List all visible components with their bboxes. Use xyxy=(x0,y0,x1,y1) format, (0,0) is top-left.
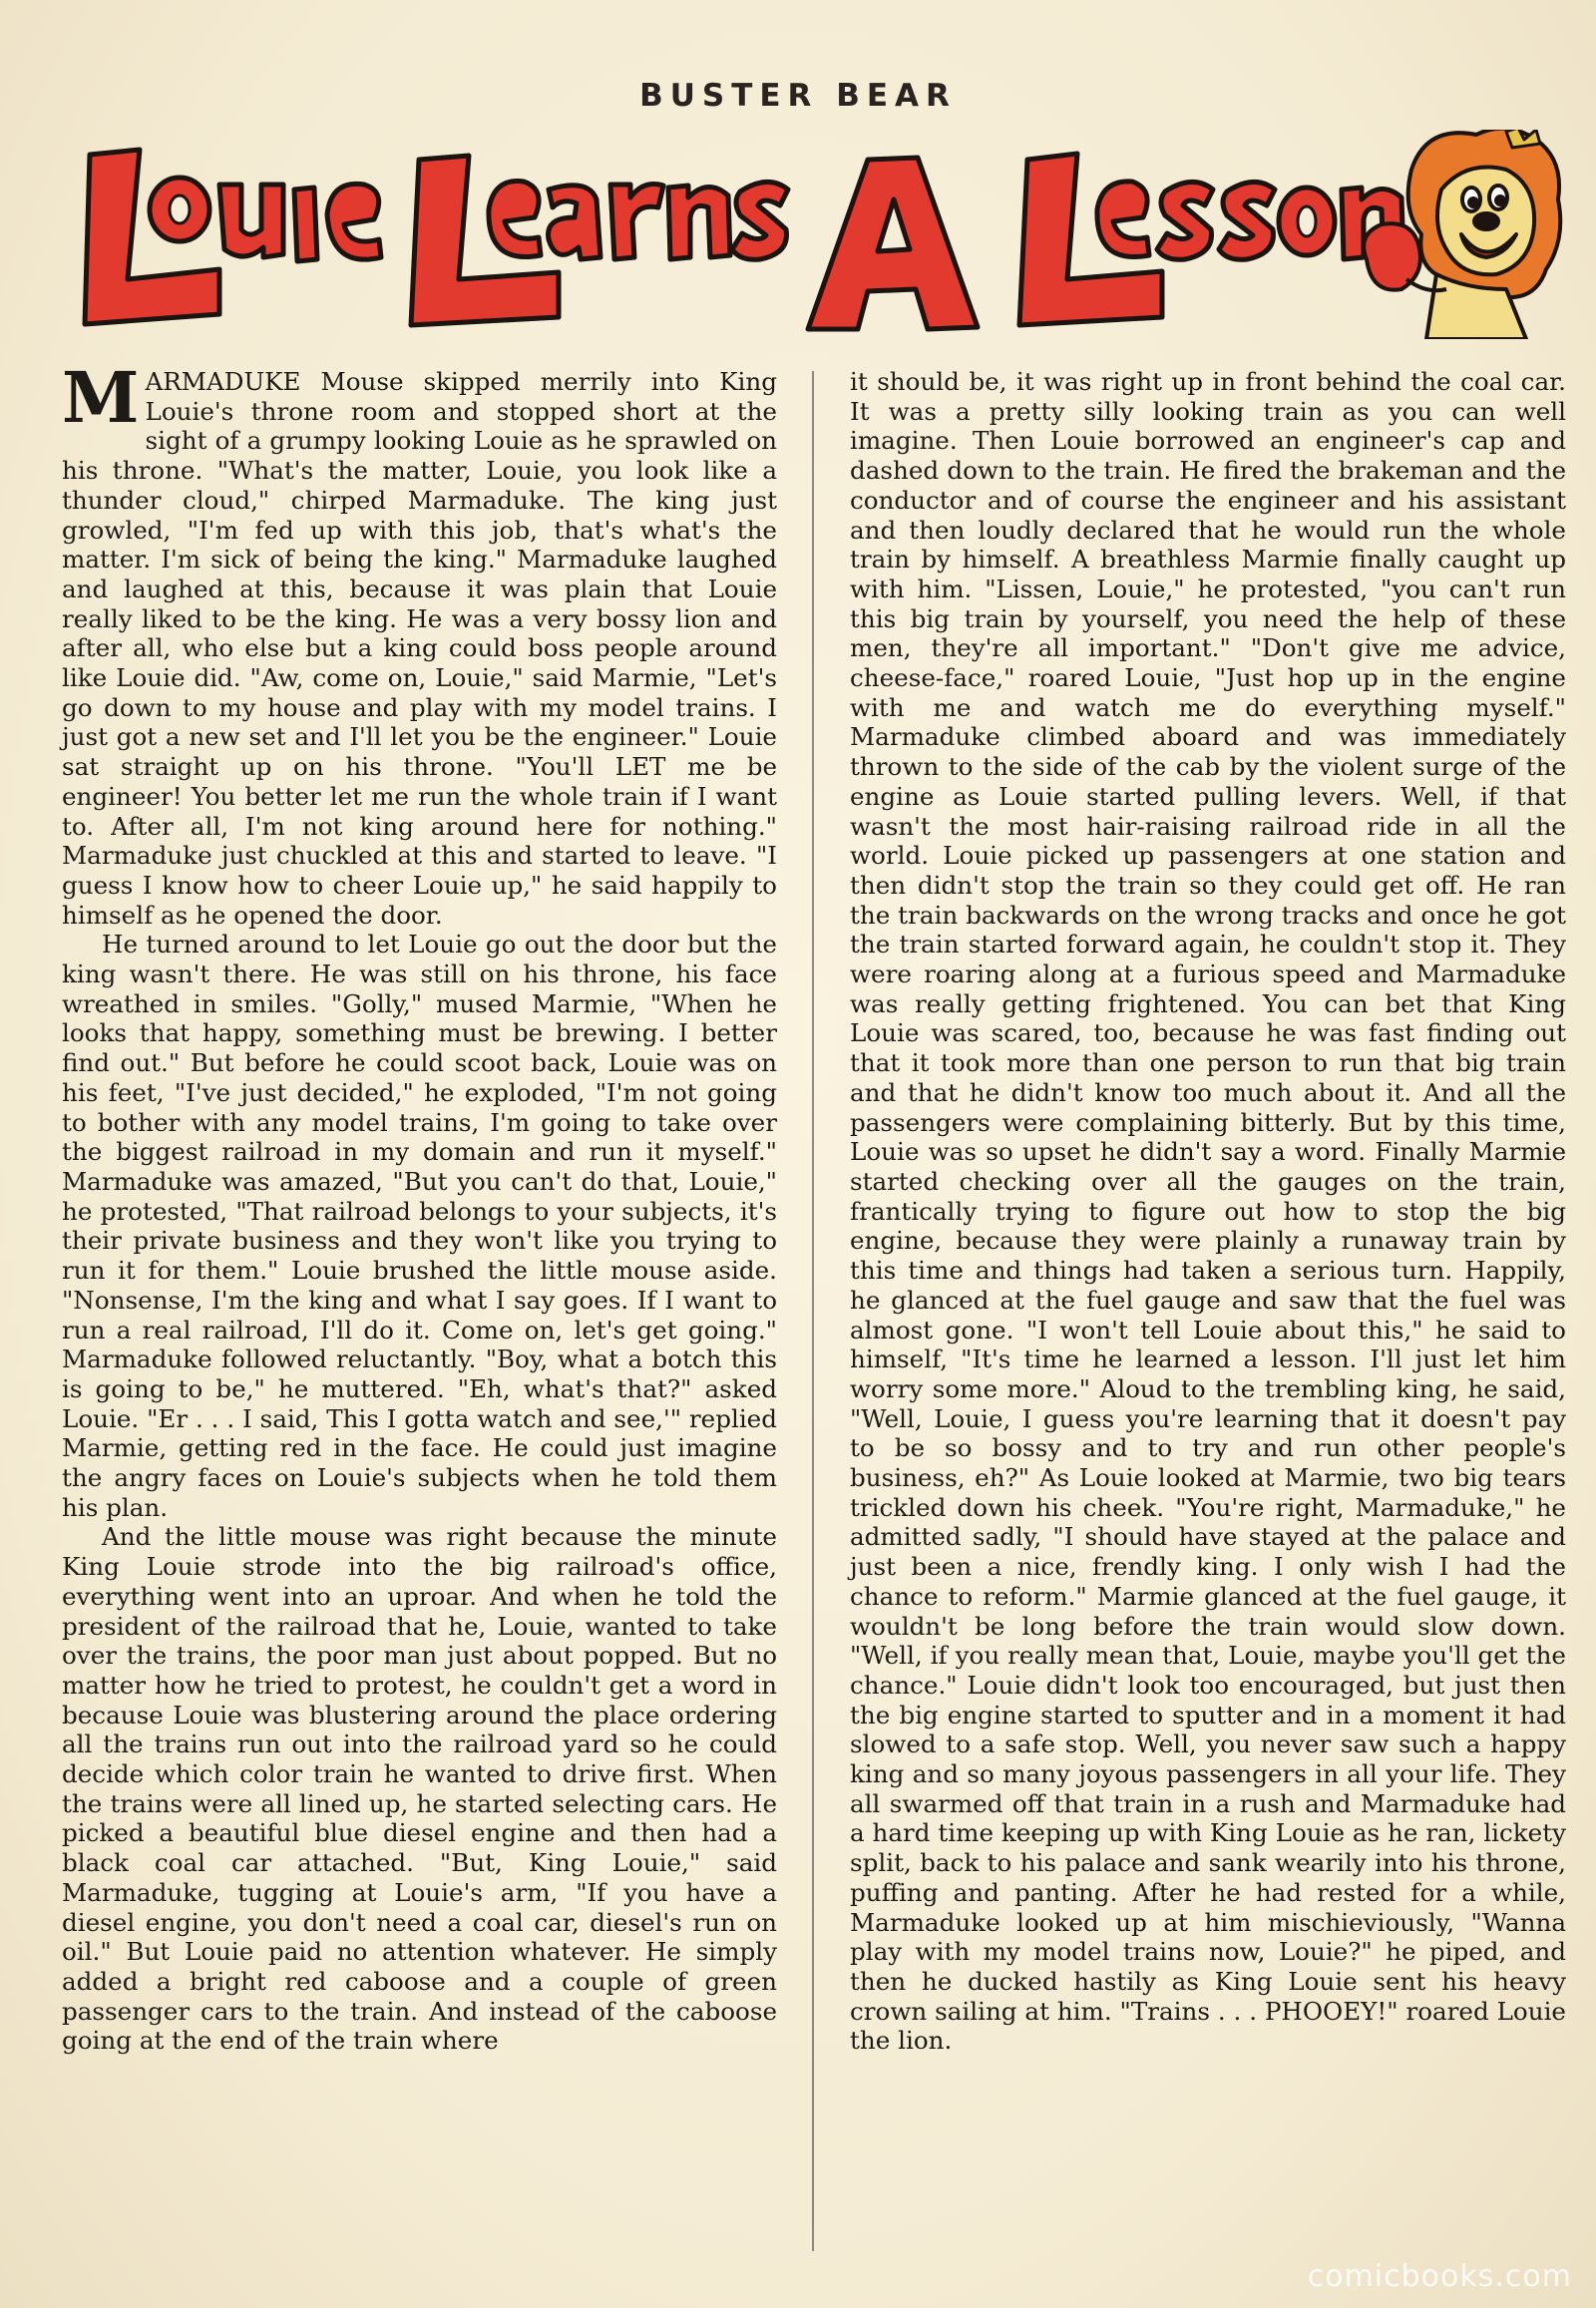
column-divider xyxy=(812,371,814,2251)
story-column-right xyxy=(850,367,1566,2056)
story-paragraph: And the little mouse was right because the minute King Louie strode into the big railroad's office, everything went into an uproar. And when he told the president of the railroad that he, Louie, wanted to take over the trains, the poor man just about popped. But no matter how he tried to protest, he couldn't get a word in because Louie was blustering around the place ordering all the trains run out into the railroad yard so he could decide which color train he wanted to drive first. When the trains were all lined up, he started selecting cars. He picked a beautiful blue diesel engine and then had a black coal car attached. "But, King Louie," said Marmaduke, tugging at Louie's arm, "If you have a diesel engine, you don't need a coal car, diesel's run on oil." But Louie paid no attention whatever. He simply added a bright red caboose and a couple of green passenger cars to the train. And instead of the caboose going at the end of the train where xyxy=(62,1522,777,2056)
series-title: BUSTER BEAR xyxy=(639,78,957,114)
story-paragraph xyxy=(62,356,777,930)
drop-cap: M xyxy=(62,356,140,439)
site-watermark: comicbooks.com xyxy=(1307,2259,1572,2294)
story-column-left xyxy=(62,356,777,2056)
story-paragraph: He turned around to let Louie go out the door but the king wasn't there. He was still on his throne, his face wreathed in smiles. "Golly," mused Marmie, "When he looks that happy, something must be brewing. I better find out." But before he could scoot back, Louie was on his feet, "I've just decided," he exploded, "I'm not going to bother with any model trains, I'm going to take over the biggest railroad in my domain and run it myself." Marmaduke was amazed, "But you can't do that, Louie," he protested, "That railroad belongs to your subjects, it's their private business and they won't like you trying to run it for them." Louie brushed the little mouse aside. "Nonsense, I'm the king and what I say goes. If I want to run a real railroad, I'll do it. Come on, let's get going." Marmaduke followed reluctantly. "Boy, what a botch this is going to be," he muttered. "Eh, what's that?" asked Louie. "Er . . . I said, This I gotta watch and see,'" replied Marmie, getting red in the face. He could just imagine the angry faces on Louie's subjects when he told them his plan. xyxy=(62,930,777,1522)
story-paragraph: it should be, it was right up in front behind the coal car. It was a pretty silly looking train as you can well imagine. Then Louie borrowed an engineer's cap and dashed down to the train. He fired the brakeman and the conductor and of course the engineer and his assistant and then loudly declared that he would run the whole train by himself. A breathless Marmie finally caught up with him. "Lissen, Louie," he protested, "you can't run this big train by yourself, you need the help of these men, they're all important." "Don't give me advice, cheese-face," roared Louie, "Just hop up in the engine with me and watch me do everything myself." Marmaduke climbed aboard and was immediately thrown to the side of the cab by the violent surge of the engine as Louie started pulling levers. Well, if that wasn't the most hair-raising railroad ride in all the world. Louie picked up passengers at one station and then didn't stop the train so they could get off. He ran the train backwards on the wrong tracks and once he got the train started forward again, he couldn't stop it. They were roaring along at a furious speed and Marmaduke was really getting frightened. You can bet that King Louie was scared, too, because he was fast finding out that it took more than one person to run that big train and that he didn't know too much about it. And all the passengers were complaining bitterly. But by this time, Louie was so upset he didn't say a word. Finally Marmie started checking over all the gauges on the train, frantically trying to figure out how to stop the big engine, because they were plainly a runaway train by this time and things had taken a serious turn. Happily, he glanced at the fuel gauge and saw that the fuel was almost gone. "I won't tell Louie about this," he said to himself, "It's time he learned a lesson. I'll just let him worry some more." Aloud to the trembling king, he said, "Well, Louie, I guess you're learning that it doesn't pay to be so bossy and to try and run other people's business, eh?" As Louie looked at Marmie, two big tears trickled down his cheek. "You're right, Marmaduke," he admitted sadly, "I should have stayed at the palace and just been a nice, frendly king. I only wish I had the chance to reform." Marmie glanced at the fuel gauge, it wouldn't be long before the train would slow down. "Well, if you really mean that, Louie, maybe you'll get the chance." Louie didn't look too encouraged, but just then the big engine started to sputter and in a moment it had slowed to a safe stop. Well, you never saw such a happy king and so many joyous passengers in all your life. They all swarmed off that train in a rush and Marmaduke had a hard time keeping up with King Louie as he ran, lickety split, back to his palace and sank wearily into his throne, puffing and panting. After he had rested for a while, Marmaduke looked up at him mischieviously, "Wanna play with my model trains now, Louie?" he piped, and then he ducked hastily as King Louie sent his heavy crown sailing at him. "Trains . . . PHOOEY!" roared Louie the lion. xyxy=(850,367,1566,2056)
story-title-art xyxy=(70,130,1566,339)
lion-character-icon xyxy=(1364,130,1560,339)
paragraph-text: ARMADUKE Mouse skipped merrily into King Louie's throne room and stopped short at the sight of a grumpy looking Louie as he sprawled on his throne. "What's the matter, Louie, you look like a thunder cloud," chirped Marmaduke. The king just growled, "I'm fed up with this job, that's what's the matter. I'm sick of being the king." Marmaduke laughed and laughed at this, because it was plain that Louie really liked to be the king. He was a very bossy lion and after all, who else but a king could boss people around like Louie did. "Aw, come on, Louie," said Marmie, "Let's go down to my house and play with my model trains. I just got a new set and I'll let you be the engineer." Louie sat straight up on his throne. "You'll LET me be engineer! You better let me run the whole train if I want to. After all, I'm not king around here for nothing." Marmaduke just chuckled at this and started to leave. "I guess I know how to cheer Louie up," he said happily to himself as he opened the door. xyxy=(62,367,777,930)
